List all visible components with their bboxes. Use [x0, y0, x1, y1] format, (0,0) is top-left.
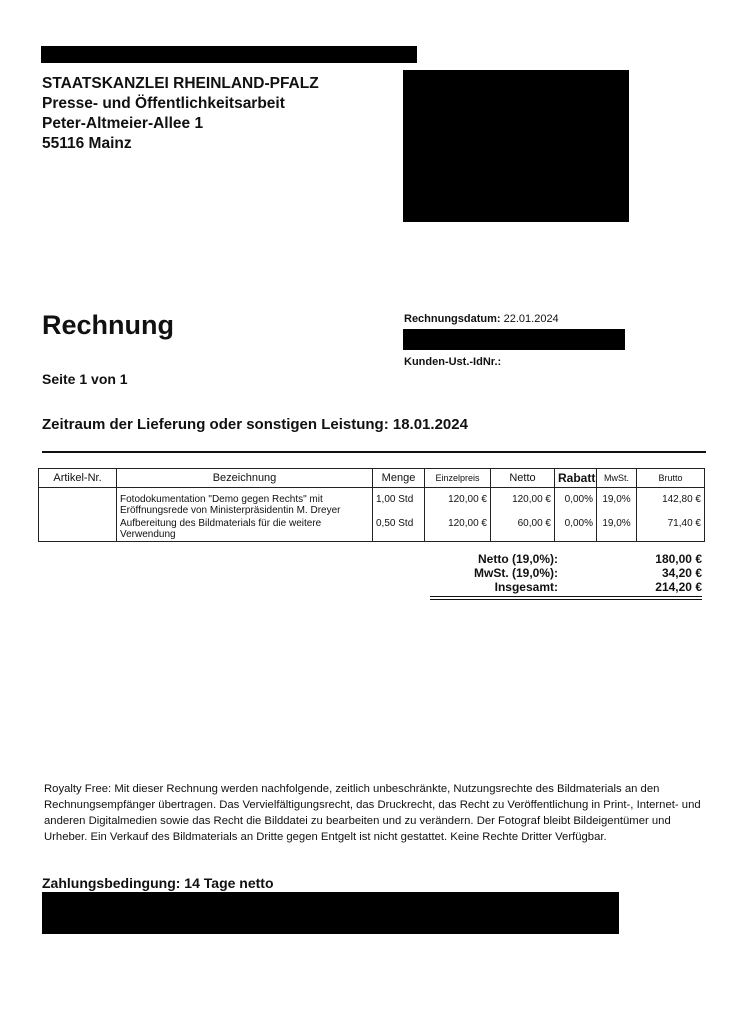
vat-id-label: Kunden-Ust.-IdNr.:	[404, 356, 502, 368]
address-line: STAATSKANZLEI RHEINLAND-PFALZ	[42, 75, 319, 92]
royalty-notice: Royalty Free: Mit dieser Rechnung werden nachfolgende, zeitlich unbeschränkte, Nutzungsrechte des Bildmaterials an den Rechnungsempfänger übertragen. Das Vervielfältigungsrecht, das Druckrecht, das Recht zu Veröffentlichung in Print-, Internet- und anderen Digitalmedien sowie das Recht die Bilddatei zu bearbeiten und zu verändern. Der Fotograf bleibt Bildeigentümer und Urheber. Ein Verkauf des Bildmaterials an Dritte gegen Entgelt ist nicht gestattet. Keine Rechte Dritter Verfügbar.	[44, 783, 701, 843]
invoice-date-label: Rechnungsdatum:	[404, 313, 501, 325]
service-period: Zeitraum der Lieferung oder sonstigen Leistung: 18.01.2024	[42, 416, 468, 433]
divider	[42, 451, 706, 453]
col-article: Artikel-Nr.	[39, 469, 117, 488]
total-sum-row	[430, 580, 702, 594]
col-net: Netto	[491, 469, 555, 488]
col-discount: Rabatt	[555, 469, 597, 488]
total-net-row	[430, 552, 702, 566]
redaction-sender	[41, 46, 417, 63]
document-title: Rechnung	[42, 310, 174, 340]
totals-underline	[430, 596, 702, 597]
col-vat: MwSt.	[597, 469, 637, 488]
address-line: 55116 Mainz	[42, 135, 132, 152]
cell-vat: 19,0%	[597, 517, 637, 542]
cell-article	[39, 517, 117, 542]
cell-unit-price: 120,00 €	[425, 517, 491, 542]
page-info: Seite 1 von 1	[42, 371, 128, 387]
invoice-date-value: 22.01.2024	[503, 313, 559, 325]
col-unit-price: Einzelpreis	[425, 469, 491, 488]
total-vat-label: MwSt. (19,0%):	[473, 566, 558, 580]
table-header-row	[39, 469, 705, 488]
cell-unit-price: 120,00 €	[425, 488, 491, 518]
recipient-address	[42, 74, 319, 154]
invoice-date	[404, 313, 559, 325]
address-line: Presse- und Öffentlichkeitsarbeit	[42, 95, 285, 112]
redaction-address-block	[403, 70, 629, 222]
cell-description: Aufbereitung des Bildmaterials für die weitere Verwendung	[117, 517, 373, 542]
table-row	[39, 517, 705, 542]
totals-block	[430, 552, 702, 594]
col-description: Bezeichnung	[117, 469, 373, 488]
cell-vat: 19,0%	[597, 488, 637, 518]
total-net-value: 180,00 €	[655, 552, 702, 566]
total-vat-value: 34,20 €	[661, 566, 702, 580]
cell-gross: 71,40 €	[637, 517, 705, 542]
total-sum-value: 214,20 €	[655, 580, 702, 594]
total-net-label: Netto (19,0%):	[477, 552, 558, 566]
cell-discount: 0,00%	[555, 488, 597, 518]
cell-quantity: 1,00 Std	[373, 488, 425, 518]
cell-discount: 0,00%	[555, 517, 597, 542]
cell-net: 120,00 €	[491, 488, 555, 518]
table-row	[39, 488, 705, 518]
col-quantity: Menge	[373, 469, 425, 488]
vat-id	[404, 356, 501, 368]
payment-terms: Zahlungsbedingung: 14 Tage netto	[42, 875, 274, 891]
total-vat-row	[430, 566, 702, 580]
address-line: Peter-Altmeier-Allee 1	[42, 115, 204, 132]
cell-description: Fotodokumentation "Demo gegen Rechts" mit Eröffnungsrede von Ministerpräsidentin M. Dreyer	[117, 488, 373, 518]
line-items-table	[38, 468, 705, 542]
cell-quantity: 0,50 Std	[373, 517, 425, 542]
cell-net: 60,00 €	[491, 517, 555, 542]
total-sum-label: Insgesamt:	[494, 580, 558, 594]
cell-article	[39, 488, 117, 518]
totals-double-underline	[430, 599, 702, 600]
col-gross: Brutto	[637, 469, 705, 488]
redaction-bank-details	[42, 892, 619, 934]
cell-gross: 142,80 €	[637, 488, 705, 518]
redaction-invoice-number	[403, 329, 625, 350]
